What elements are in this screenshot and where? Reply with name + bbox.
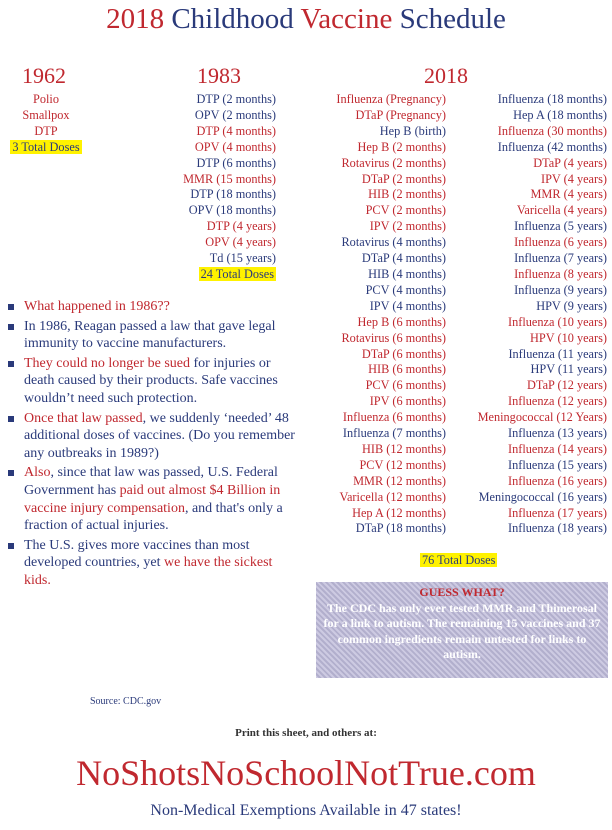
schedule-item: OPV (2 months) <box>194 107 276 122</box>
bullet-text: paid out almost $4 Billion in vaccine injury compensation <box>24 482 281 516</box>
bullet-text: In 1986, Reagan passed a law that gave legal immunity to vaccine manufacturers. <box>24 318 276 352</box>
list-2018-left <box>300 92 446 537</box>
schedule-item: Influenza (42 months) <box>497 139 607 154</box>
schedule-item: PCV (12 months) <box>359 457 446 472</box>
schedule-item: DTP (4 months) <box>196 123 276 138</box>
schedule-item: Meningococcal (12 Years) <box>477 410 607 425</box>
bullet-item <box>6 410 296 463</box>
heading-1983: 1983 <box>197 63 241 88</box>
title-word-childhood: Childhood <box>171 3 294 35</box>
bullet-list <box>6 298 296 592</box>
schedule-item: IPV (4 months) <box>369 298 446 313</box>
website-link[interactable]: NoShotsNoSchoolNotTrue.com <box>76 753 536 793</box>
list-2018-right <box>452 92 607 537</box>
schedule-item: PCV (6 months) <box>365 378 446 393</box>
schedule-item: DTP (6 months) <box>196 155 276 170</box>
schedule-item: Influenza (7 years) <box>514 251 607 266</box>
heading-1962: 1962 <box>22 63 66 88</box>
list-item: Polio <box>33 92 59 106</box>
schedule-item: Influenza (12 years) <box>507 394 607 409</box>
schedule-item: Influenza (17 years) <box>507 505 607 520</box>
schedule-item: Hep A (12 months) <box>352 505 446 520</box>
list-1962 <box>8 92 84 156</box>
schedule-item: HIB (6 months) <box>368 362 446 377</box>
list-1983 <box>150 92 276 283</box>
schedule-item: Influenza (6 months) <box>342 410 446 425</box>
total-doses-1983: 24 Total Doses <box>200 266 274 281</box>
schedule-item: Varicella (12 months) <box>339 489 446 504</box>
schedule-item: Influenza (9 years) <box>514 282 607 297</box>
schedule-item: Influenza (5 years) <box>514 219 607 234</box>
schedule-item: IPV (2 months) <box>369 219 446 234</box>
bullet-text: we have the sickest kids. <box>24 555 273 588</box>
exemptions-note: Non-Medical Exemptions Available in 47 states! <box>150 802 462 819</box>
title-word-schedule: Schedule <box>399 3 506 35</box>
schedule-item: HPV (10 years) <box>530 330 607 345</box>
bullet-text: The U.S. gives more vaccines than most developed countries, yet <box>24 537 250 571</box>
schedule-item: Hep B (birth) <box>379 123 446 138</box>
bullet-item <box>6 355 296 408</box>
list-item: Smallpox <box>22 107 70 122</box>
schedule-item: Influenza (7 months) <box>342 426 446 441</box>
schedule-item: HPV (11 years) <box>530 362 607 377</box>
heading-2018: 2018 <box>424 63 468 88</box>
schedule-item: OPV (4 years) <box>205 235 276 250</box>
schedule-item: DTaP (12 years) <box>527 378 607 393</box>
bullet-text: They could no longer be sued <box>24 355 191 371</box>
schedule-item: MMR (12 months) <box>353 473 446 488</box>
schedule-item: Influenza (30 months) <box>497 123 607 138</box>
page-title <box>0 2 612 36</box>
schedule-item: Influenza (18 years) <box>507 521 607 536</box>
schedule-item: Influenza (Pregnancy) <box>336 92 446 106</box>
schedule-item: DTaP (18 months) <box>355 521 446 536</box>
bullet-text: , since that law was passed, U.S. Federal Government has <box>24 465 278 498</box>
total-doses-1962: 3 Total Doses <box>12 139 80 154</box>
schedule-item: PCV (4 months) <box>365 282 446 297</box>
bullet-text: , and that's only a fraction of actual injuries. <box>24 500 283 534</box>
guess-heading: GUESS WHAT? <box>419 585 505 599</box>
schedule-item: DTaP (6 months) <box>361 346 446 361</box>
schedule-item: MMR (4 years) <box>530 187 607 202</box>
guess-body: The CDC has only ever tested MMR and Thimerosal for a link to autism. The remaining 15 vaccines and 37 common ingredients remain untested for links to autism. <box>323 600 601 661</box>
schedule-item: Hep B (2 months) <box>357 139 446 154</box>
title-year: 2018 <box>106 3 165 35</box>
schedule-item: Rotavirus (2 months) <box>341 155 446 170</box>
schedule-item: DTP (4 years) <box>206 219 276 234</box>
schedule-item: IPV (4 years) <box>540 171 607 186</box>
bullet-text: for injuries or death caused by their products. Safe vaccines wouldn’t need such protection. <box>24 355 278 406</box>
bullet-text: Also <box>24 465 51 481</box>
schedule-item: Influenza (8 years) <box>514 266 607 281</box>
schedule-item: DTP (2 months) <box>196 92 276 106</box>
list-item: DTP <box>34 123 58 138</box>
schedule-item: IPV (6 months) <box>369 394 446 409</box>
source-note: Source: CDC.gov <box>90 696 162 707</box>
schedule-item: OPV (18 months) <box>188 203 276 218</box>
schedule-item: Rotavirus (6 months) <box>341 330 446 345</box>
schedule-item: Td (15 years) <box>209 251 276 266</box>
schedule-item: MMR (15 months) <box>183 171 276 186</box>
schedule-item: DTaP (2 months) <box>361 171 446 186</box>
schedule-item: Influenza (14 years) <box>507 441 607 456</box>
schedule-item: HPV (9 years) <box>536 298 607 313</box>
total-doses-2018: 76 Total Doses <box>422 553 496 567</box>
schedule-item: Meningococcal (16 years) <box>478 489 607 504</box>
bullet-text: , we suddenly ‘needed’ 48 additional doses of vaccines. (Do you remember any outbreaks in 1989?) <box>24 410 295 461</box>
bullet-text: Once that law passed <box>24 410 143 426</box>
schedule-item: OPV (4 months) <box>194 139 276 154</box>
schedule-item: HIB (12 months) <box>361 441 446 456</box>
schedule-item: HIB (4 months) <box>368 266 446 281</box>
bullet-text: What happened in 1986?? <box>24 299 170 314</box>
schedule-item: Influenza (6 years) <box>514 235 607 250</box>
bullet-item <box>6 318 296 353</box>
schedule-item: PCV (2 months) <box>365 203 446 218</box>
schedule-item: Influenza (18 months) <box>497 92 607 106</box>
schedule-item: DTP (18 months) <box>190 187 276 202</box>
title-word-vaccine: Vaccine <box>300 3 393 35</box>
schedule-item: Hep A (18 months) <box>513 107 607 122</box>
bullet-item <box>6 537 296 590</box>
bullet-item <box>6 464 296 534</box>
schedule-item: DTaP (Pregnancy) <box>355 107 446 122</box>
schedule-item: HIB (2 months) <box>368 187 446 202</box>
schedule-item: Varicella (4 years) <box>516 203 607 218</box>
print-line: Print this sheet, and others at: <box>235 727 377 739</box>
schedule-item: DTaP (4 months) <box>361 251 446 266</box>
schedule-item: Rotavirus (4 months) <box>341 235 446 250</box>
schedule-item: Influenza (11 years) <box>508 346 607 361</box>
schedule-item: Hep B (6 months) <box>357 314 446 329</box>
schedule-item: Influenza (16 years) <box>507 473 607 488</box>
guess-what-box <box>316 582 608 678</box>
schedule-item: Influenza (15 years) <box>507 457 607 472</box>
schedule-item: Influenza (13 years) <box>507 426 607 441</box>
schedule-item: Influenza (10 years) <box>507 314 607 329</box>
bullet-item <box>6 298 296 316</box>
schedule-item: DTaP (4 years) <box>533 155 607 170</box>
